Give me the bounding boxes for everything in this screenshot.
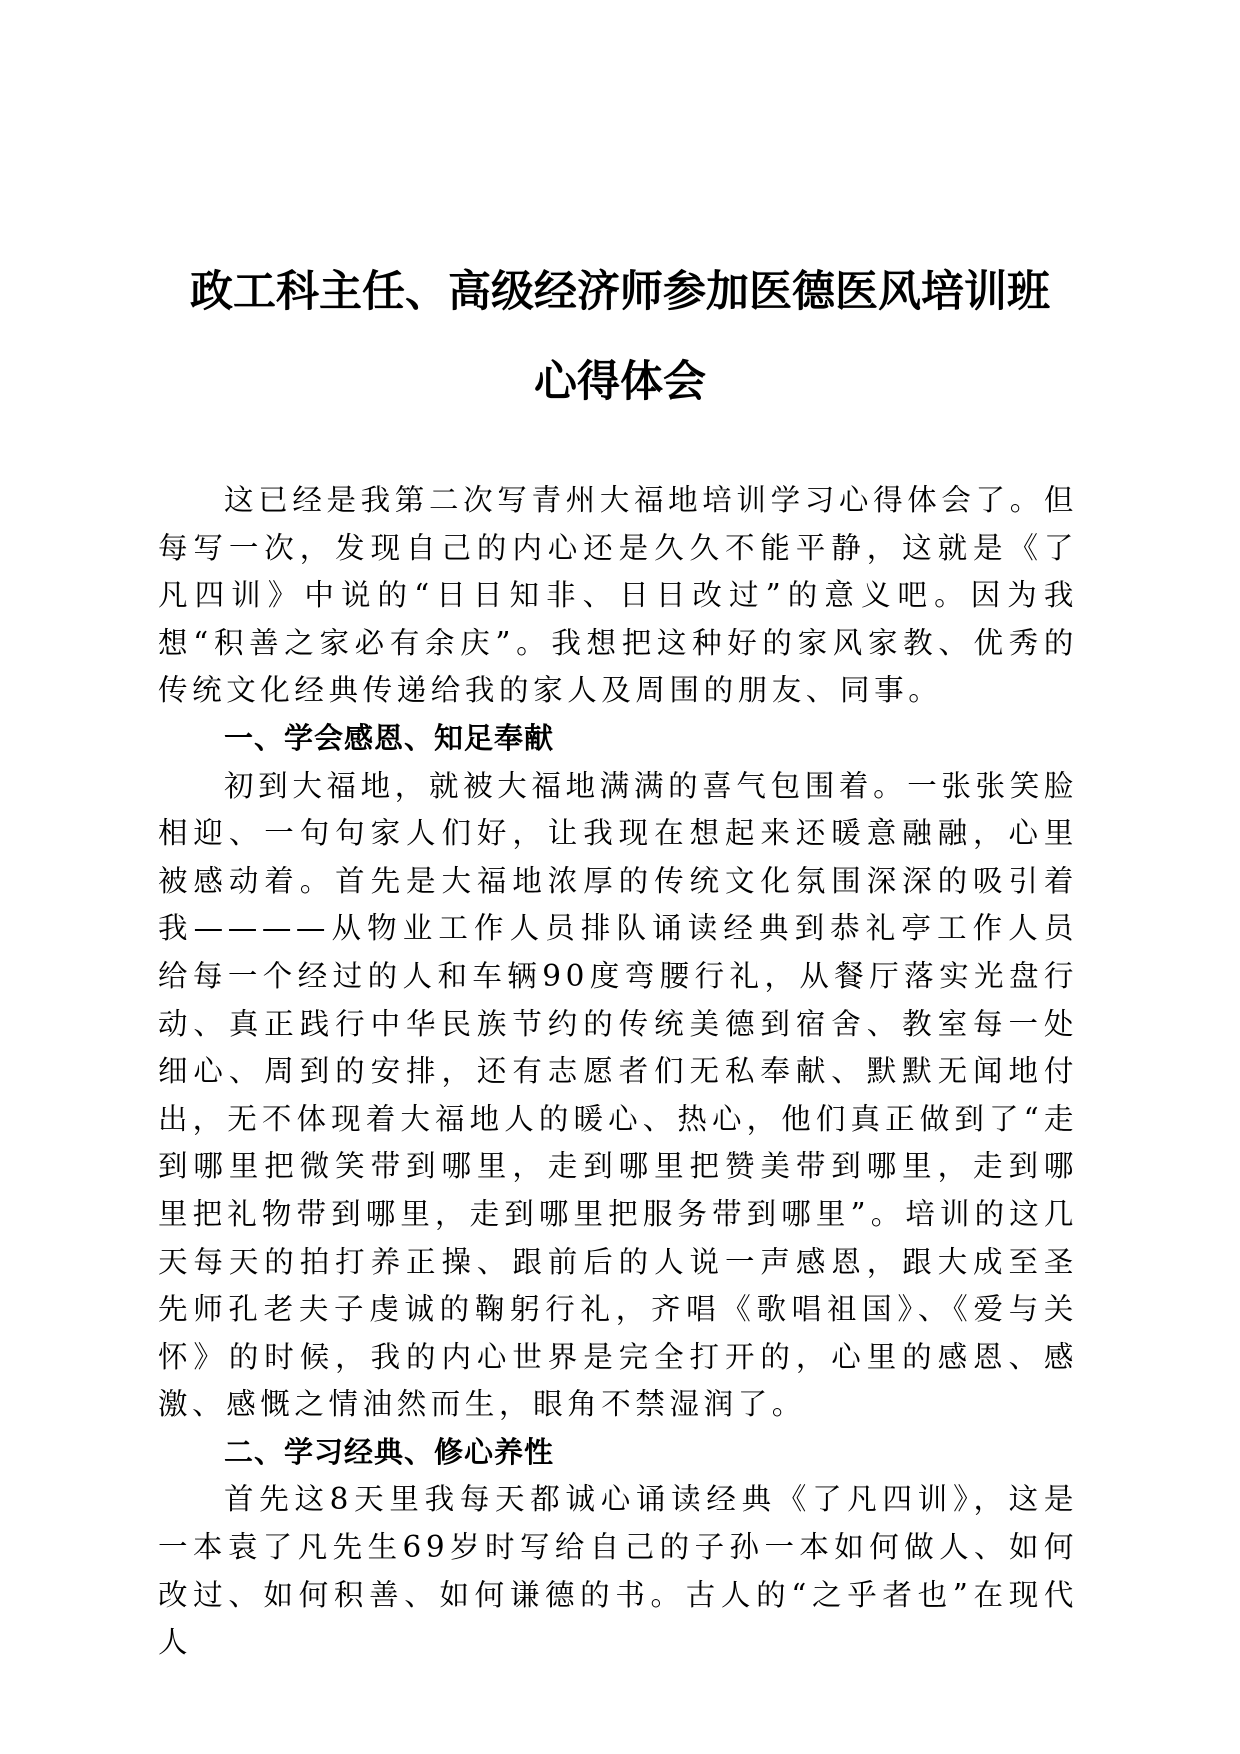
document-body [158,477,1078,1667]
paragraph-intro: 这已经是我第二次写青州大福地培训学习心得体会了。但每写一次，发现自己的内心还是久久不能平静，这就是《了凡四训》中说的“日日知非、日日改过”的意义吧。因为我想“积善之家必有余庆”。我想把这种好的家风家教、优秀的传统文化经典传递给我的家人及周围的朋友、同事。 [158,483,1078,708]
document-title-line-2: 心得体会 [534,357,706,407]
section-heading-1: 一、学会感恩、知足奉献 [224,720,555,755]
paragraph-section-1: 初到大福地，就被大福地满满的喜气包围着。一张张笑脸相迎、一句句家人们好，让我现在想起来还暖意融融，心里被感动着。首先是大福地浓厚的传统文化氛围深深的吸引着我————从物业工作人员排队诵读经典到恭礼亭工作人员给每一个经过的人和车辆90度弯腰行礼，从餐厅落实光盘行动、真正践行中华民族节约的传统美德到宿舍、教室每一处细心、周到的安排，还有志愿者们无私奉献、默默无闻地付出，无不体现着大福地人的暖心、热心，他们真正做到了“走到哪里把微笑带到哪里，走到哪里把赞美带到哪里，走到哪里把礼物带到哪里，走到哪里把服务带到哪里”。培训的这几天每天的拍打养正操、跟前后的人说一声感恩，跟大成至圣先师孔老夫子虔诚的鞠躬行礼，齐唱《歌唱祖国》、《爱与关怀》的时候，我的内心世界是完全打开的，心里的感恩、感激、感慨之情油然而生，眼角不禁湿润了。 [158,768,1078,1422]
section-heading-2: 二、学习经典、修心养性 [224,1434,555,1469]
paragraph-section-2: 首先这8天里我每天都诚心诵读经典《了凡四训》，这是一本袁了凡先生69岁时写给自己的子孙一本如何做人、如何改过、如何积善、如何谦德的书。古人的“之乎者也”在现代人 [158,1482,1078,1660]
document-title-line-1: 政工科主任、高级经济师参加医德医风培训班 [190,267,1050,317]
